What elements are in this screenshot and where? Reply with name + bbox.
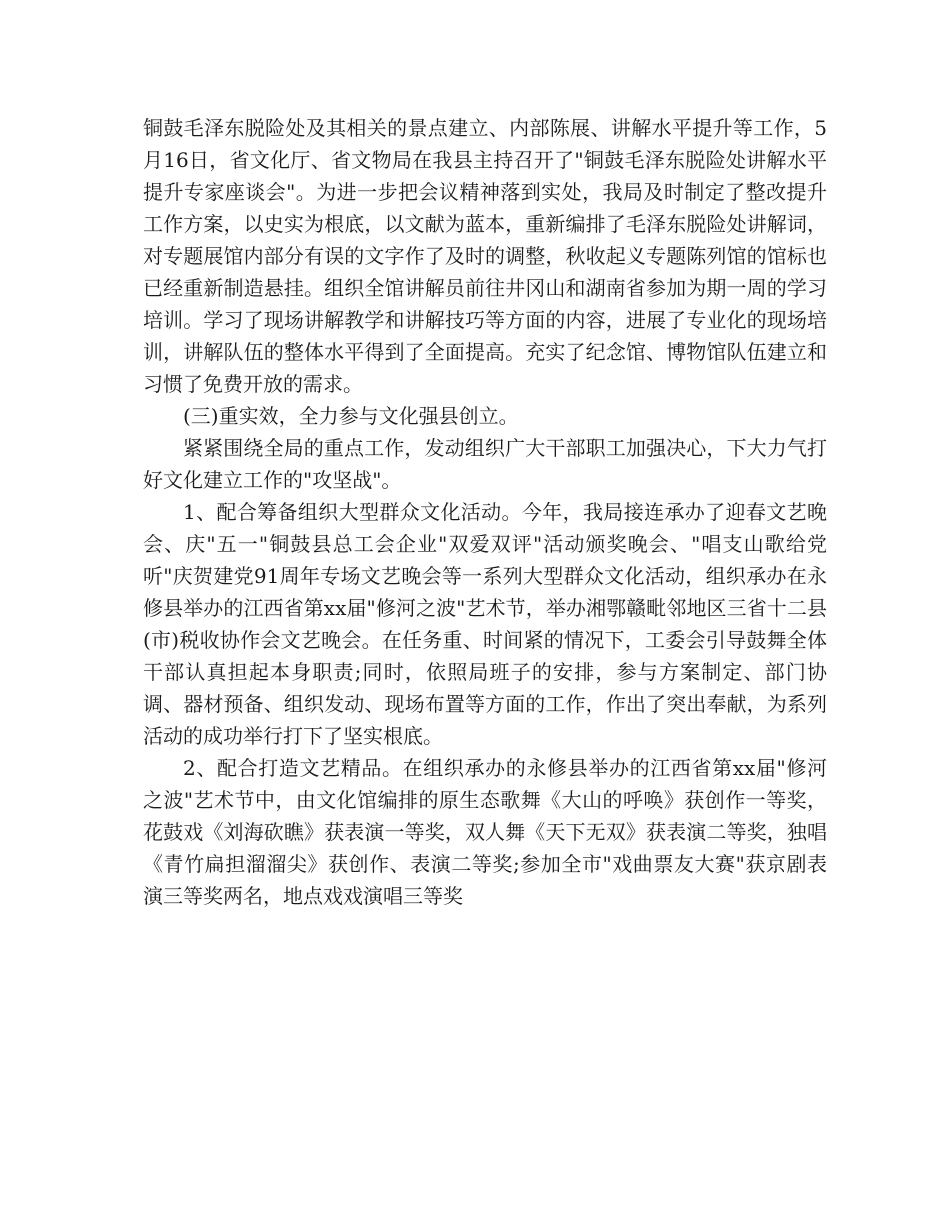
paragraph-1: 铜鼓毛泽东脱险处及其相关的景点建立、内部陈展、讲解水平提升等工作，5月16日，省文化厅、省文物局在我县主持召开了"铜鼓毛泽东脱险处讲解水平提升专家座谈会"。为进一步把会议精神落到实处，我局及时制定了整改提升工作方案，以史实为根底，以文献为蓝本，重新编排了毛泽东脱险处讲解词，对专题展馆内部分有误的文字作了及时的调整，秋收起义专题陈列馆的馆标也已经重新制造悬挂。组织全馆讲解员前往井冈山和湖南省参加为期一周的学习培训。学习了现场讲解教学和讲解技巧等方面的内容，进展了专业化的现场培训，讲解队伍的整体水平得到了全面提高。充实了纪念馆、博物馆队伍建立和习惯了免费开放的需求。 <box>143 116 827 396</box>
paragraph-3: 紧紧围绕全局的重点工作，发动组织广大干部职工加强决心，下大力气打好文化建立工作的"攻坚战"。 <box>143 436 827 492</box>
section-heading: (三)重实效，全力参与文化强县创立。 <box>183 404 519 428</box>
paragraph-4: 1、配合筹备组织大型群众文化活动。今年，我局接连承办了迎春文艺晚会、庆"五一"铜鼓县总工会企业"双爱双评"活动颁奖晚会、"唱支山歌给党听"庆贺建党91周年专场文艺晚会等一系列大型群众文化活动，组织承办在永修县举办的江西省第xx届"修河之波"艺术节，举办湘鄂赣毗邻地区三省十二县(市)税收协作会文艺晚会。在任务重、时间紧的情况下，工委会引导鼓舞全体干部认真担起本身职责;同时，依照局班子的安排，参与方案制定、部门协调、器材预备、组织发动、现场布置等方面的工作，作出了突出奉献，为系列活动的成功举行打下了坚实根底。 <box>143 500 827 748</box>
document-body <box>143 112 827 912</box>
paragraph-5: 2、配合打造文艺精品。在组织承办的永修县举办的江西省第xx届"修河之波"艺术节中，由文化馆编排的原生态歌舞《大山的呼唤》获创作一等奖，花鼓戏《刘海砍瞧》获表演一等奖，双人舞《天下无双》获表演二等奖，独唱《青竹扁担溜溜尖》获创作、表演二等奖;参加全市"戏曲票友大赛"获京剧表演三等奖两名，地点戏戏演唱三等奖 <box>143 756 827 908</box>
